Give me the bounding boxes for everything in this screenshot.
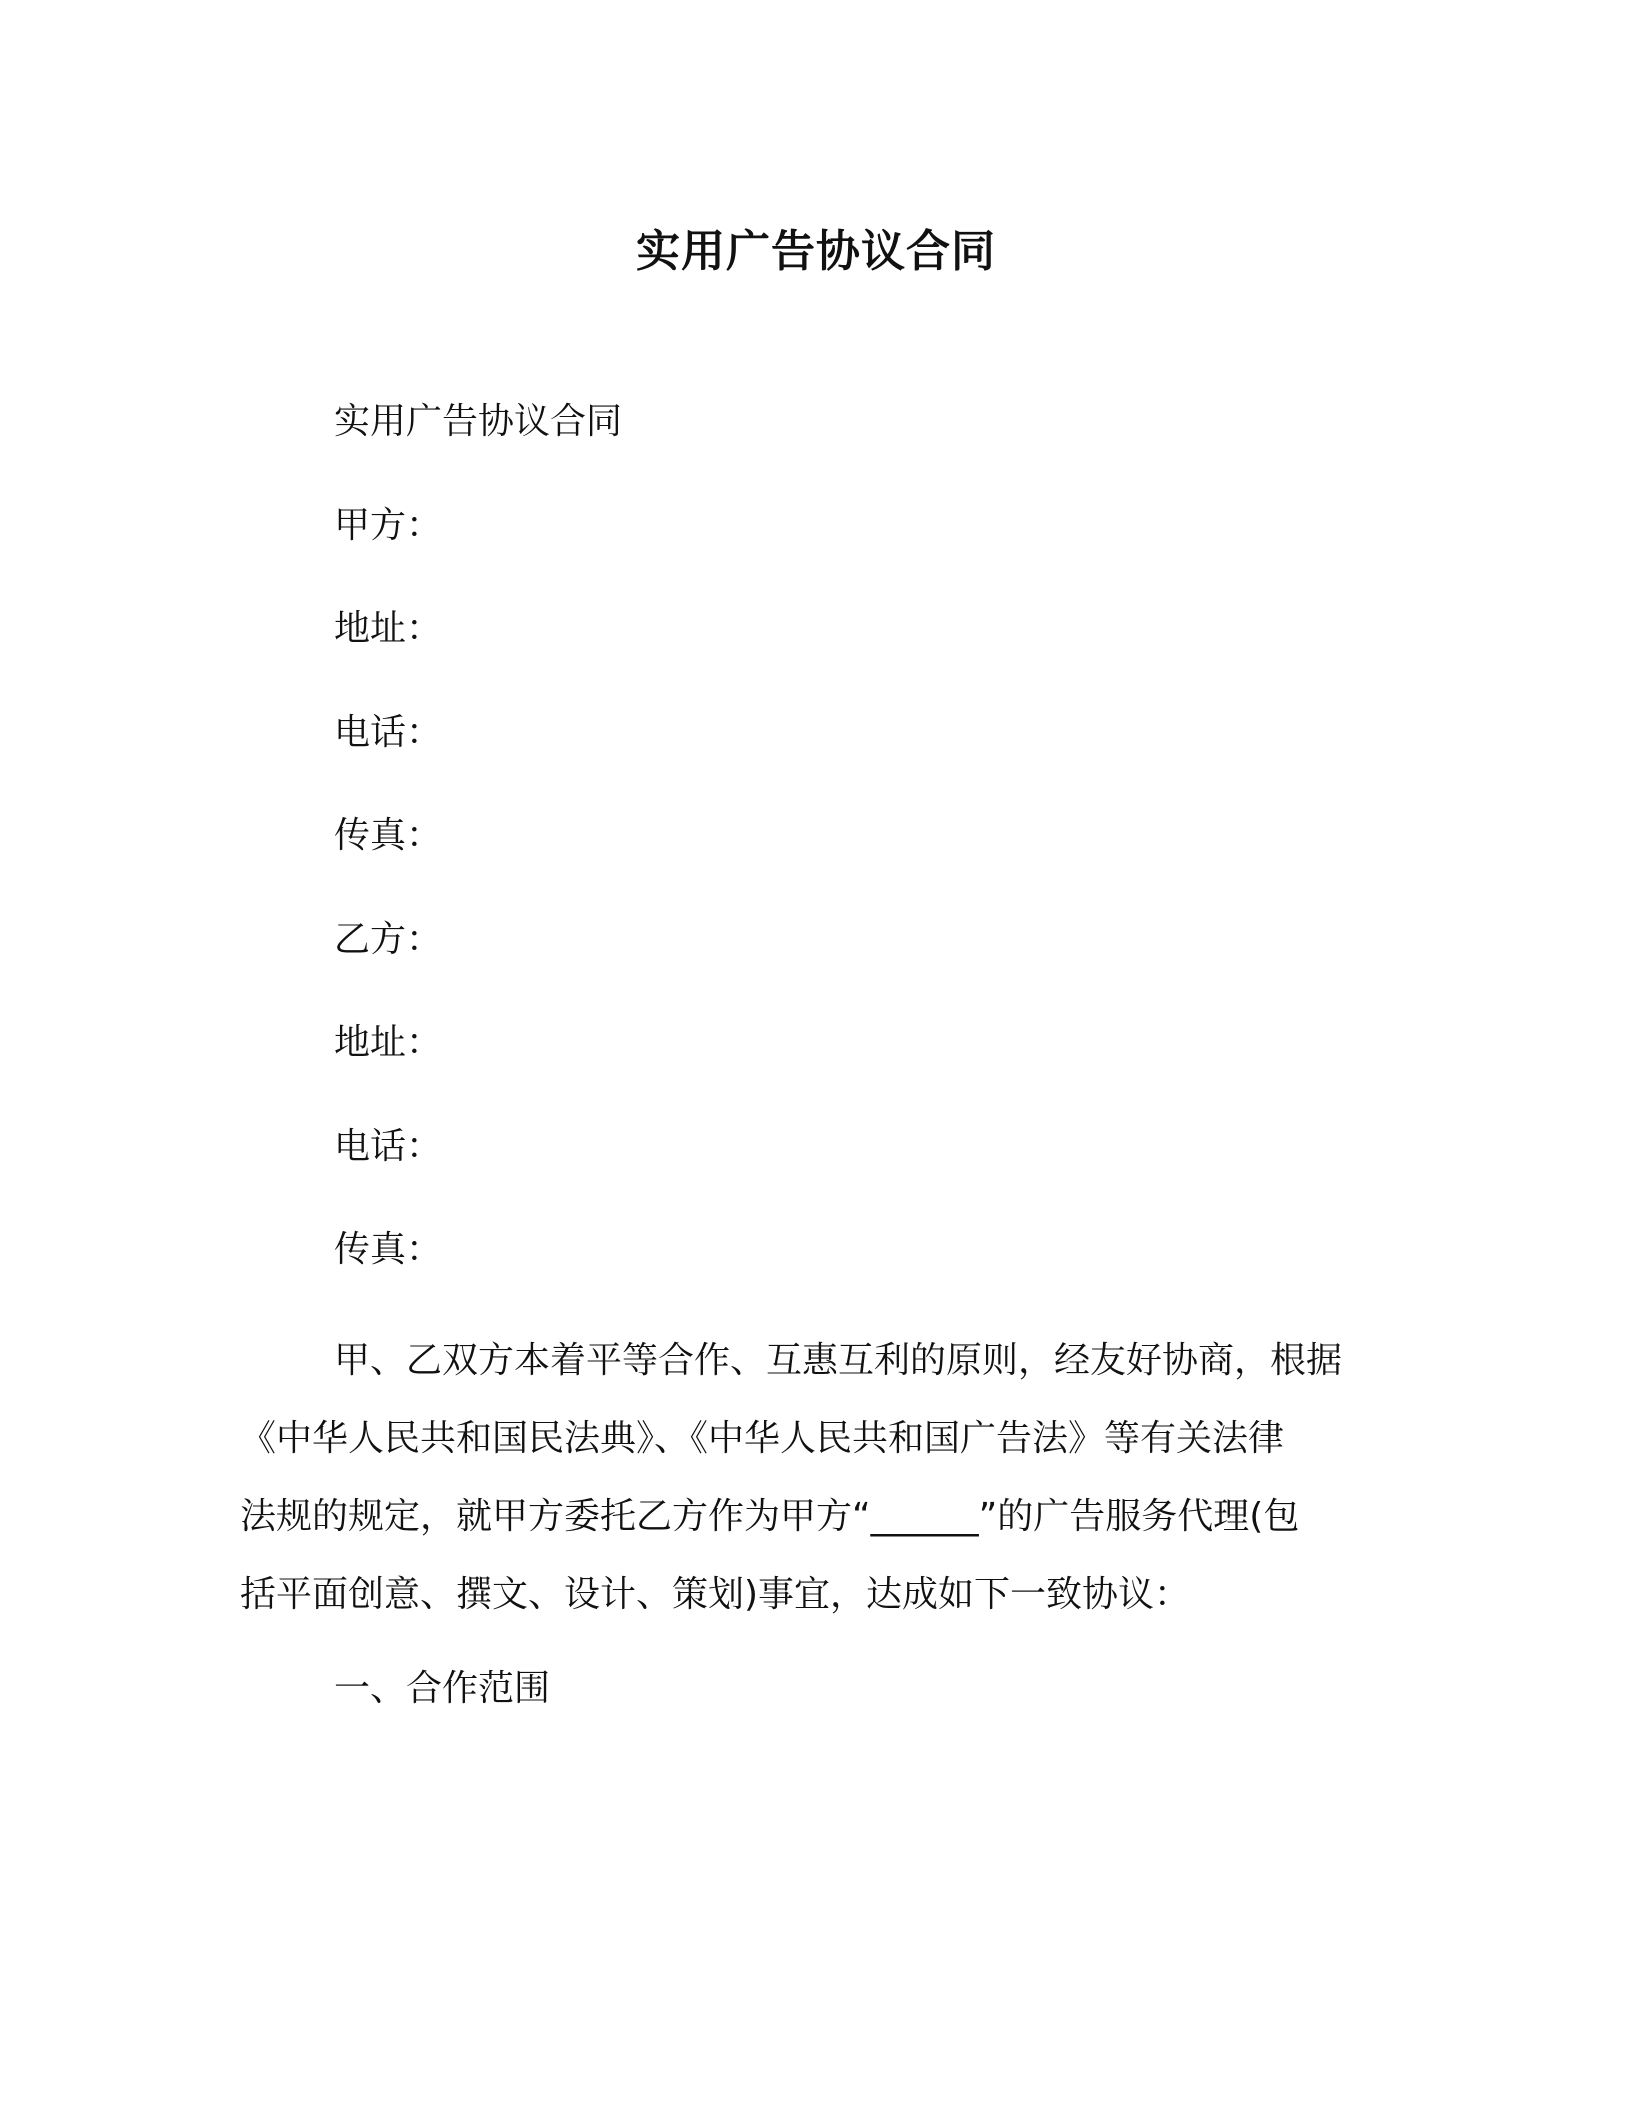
party-a-phone-label: 电话：: [334, 712, 443, 753]
party-a-fax-label: 传真：: [334, 815, 443, 856]
preamble-line: 甲、乙双方本着平等合作、互惠互利的原则，经友好协商，根据: [334, 1340, 1343, 1381]
preamble-line: 《中华人民共和国民法典》、《中华人民共和国广告法》等有关法律: [240, 1418, 1285, 1459]
party-a-address-label: 地址：: [334, 608, 443, 649]
preamble-paragraph: [240, 1322, 1400, 1634]
section-heading-cooperation-scope: 一、合作范围: [334, 1668, 551, 1709]
party-b-fax-label: 传真：: [334, 1229, 443, 1270]
party-b-address-label: 地址：: [334, 1022, 443, 1063]
party-b-phone-label: 电话：: [334, 1126, 443, 1167]
party-a-label: 甲方：: [334, 505, 443, 546]
party-b-label: 乙方：: [334, 919, 443, 960]
contract-name: 实用广告协议合同: [334, 401, 623, 442]
document-title: 实用广告协议合同: [636, 226, 996, 277]
preamble-line: 法规的规定，就甲方委托乙方作为甲方“______”的广告服务代理(包: [240, 1496, 1300, 1537]
preamble-line: 括平面创意、撰文、设计、策划)事宜，达成如下一致协议：: [240, 1574, 1191, 1615]
